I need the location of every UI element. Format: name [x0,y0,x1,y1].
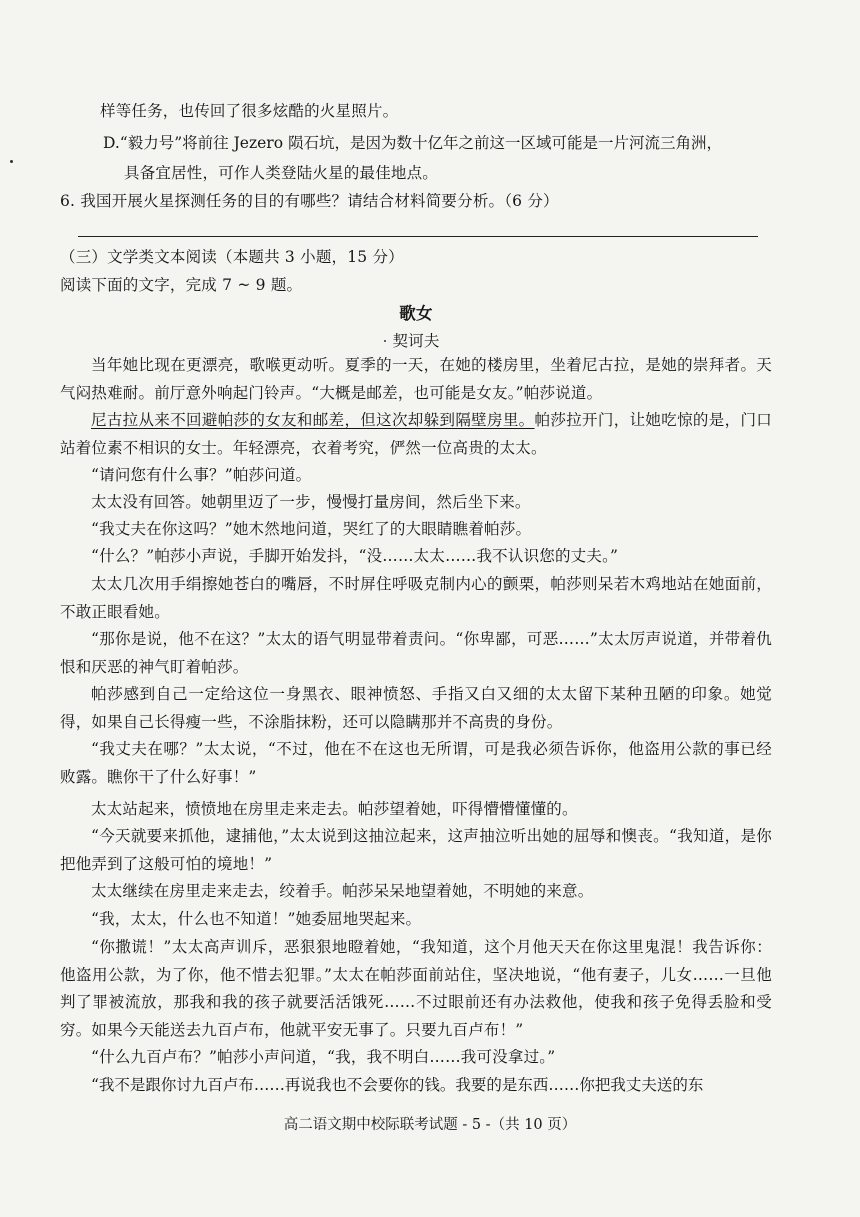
option-d-line-2: 具备宜居性，可作人类登陆火星的最佳地点。 [124,164,439,182]
paragraph-17: “我不是跟你讨九百卢布……再说我也不会要你的钱。我要的是东西……你把我丈夫送的东 [91,1076,704,1094]
paragraph-5: “我丈夫在你这吗？”她木然地问道，哭红了的大眼睛瞧着帕莎。 [91,520,532,538]
paragraph-8: “那你是说，他不在这？”太太的语气明显带着责问。“你卑鄙，可恶……”太太厉声说道，并带着仇恨和厌恶的神气盯着帕莎。 [60,630,772,676]
paragraph-15: “你撒谎！”太太高声训斥，恶狠狠地瞪着她，“我知道，这个月他天天在你这里鬼混！我告诉你：他盗用公款，为了你，他不惜去犯罪。”太太在帕莎面前站住，坚决地说，“他有妻子，儿女……一旦他判了罪被流放，那我和我的孩子就要活活饿死……不过眼前还有办法救他，使我和孩子免得丢脸和受穷。如果今天能送去九百卢布，他就平安无事了。只要九百卢布！” [60,938,772,1039]
paragraph-4: 太太没有回答。她朝里迈了一步，慢慢打量房间，然后坐下来。 [91,493,531,511]
paragraph-16: “什么九百卢布？”帕莎小声问道，“我，我不明白……我可没拿过。” [91,1048,556,1066]
previous-text-continuation: 样等任务，也传回了很多炫酷的火星照片。 [100,102,399,120]
paragraph-9: 帕莎感到自己一定给这位一身黑衣、眼神愤怒、手指又白又细的太太留下某种丑陋的印象。她觉得，如果自己长得瘦一些，不涂脂抹粉，还可以隐瞒那并不高贵的身份。 [60,685,772,731]
paragraph-14: “我，太太，什么也不知道！”她委屈地哭起来。 [91,910,422,928]
section-3-instruction: 阅读下面的文字，完成 7 ~ 9 题。 [60,276,303,294]
story-author: 契诃夫 [392,332,440,350]
answer-line [78,236,758,237]
paragraph-10: “我丈夫在哪？”太太说，“不过，他在不在这也无所谓，可是我必须告诉你，他盗用公款的事已经败露。瞧你干了什么好事！” [60,740,772,786]
page-footer: 高二语文期中校际联考试题 - 5 -（共 10 页） [283,1117,577,1133]
paragraph-12: “今天就要来抓他，逮捕他，”太太说到这抽泣起来，这声抽泣听出她的屈辱和懊丧。“我知道，是你把他弄到了这般可怕的境地！” [60,827,772,873]
paragraph-13: 太太继续在房里走来走去，绞着手。帕莎呆呆地望着她，不明她的来意。 [91,882,594,900]
scan-speck [10,160,13,163]
paragraph-3: “请问您有什么事？”帕莎问道。 [91,466,312,484]
option-d-line-1: D.“毅力号”将前往 Jezero 陨石坑，是因为数十亿年之前这一区域可能是一片河流三角洲， [103,134,722,152]
paragraph-7: 太太几次用手绢擦她苍白的嘴唇，不时屏住呼吸克制内心的颤栗，帕莎则呆若木鸡地站在她面前，不敢正眼看她。 [60,575,772,621]
underlined-sentence: 尼古拉从来不回避帕莎的女友和邮差，但这次却躲到隔壁房里。 [91,411,535,429]
question-6: 6. 我国开展火星探测任务的目的有哪些？请结合材料简要分析。（6 分） [60,192,559,210]
story-title: 歌女 [399,304,433,323]
section-3-header: （三）文学类文本阅读（本题共 3 小题，15 分） [60,248,404,266]
paragraph-6: “什么？”帕莎小声说，手脚开始发抖，“没……太太……我不认识您的丈夫。” [91,547,619,565]
paragraph-1: 当年她比现在更漂亮，歌喉更动听。夏季的一天，在她的楼房里，坐着尼古拉，是她的崇拜者。天气闷热难耐。前厅意外响起门铃声。“大概是邮差，也可能是女友。”帕莎说道。 [60,356,772,402]
paragraph-2 [60,407,772,462]
paragraph-11: 太太站起来，愤愤地在房里走来走去。帕莎望着她，吓得懵懵懂懂的。 [91,800,578,818]
paragraph-2-rest: 帕莎拉开门，让她吃惊的是，门口站着位素不相识的女士。年轻漂亮，衣着考究，俨然一位高贵的太太。 [60,411,772,457]
